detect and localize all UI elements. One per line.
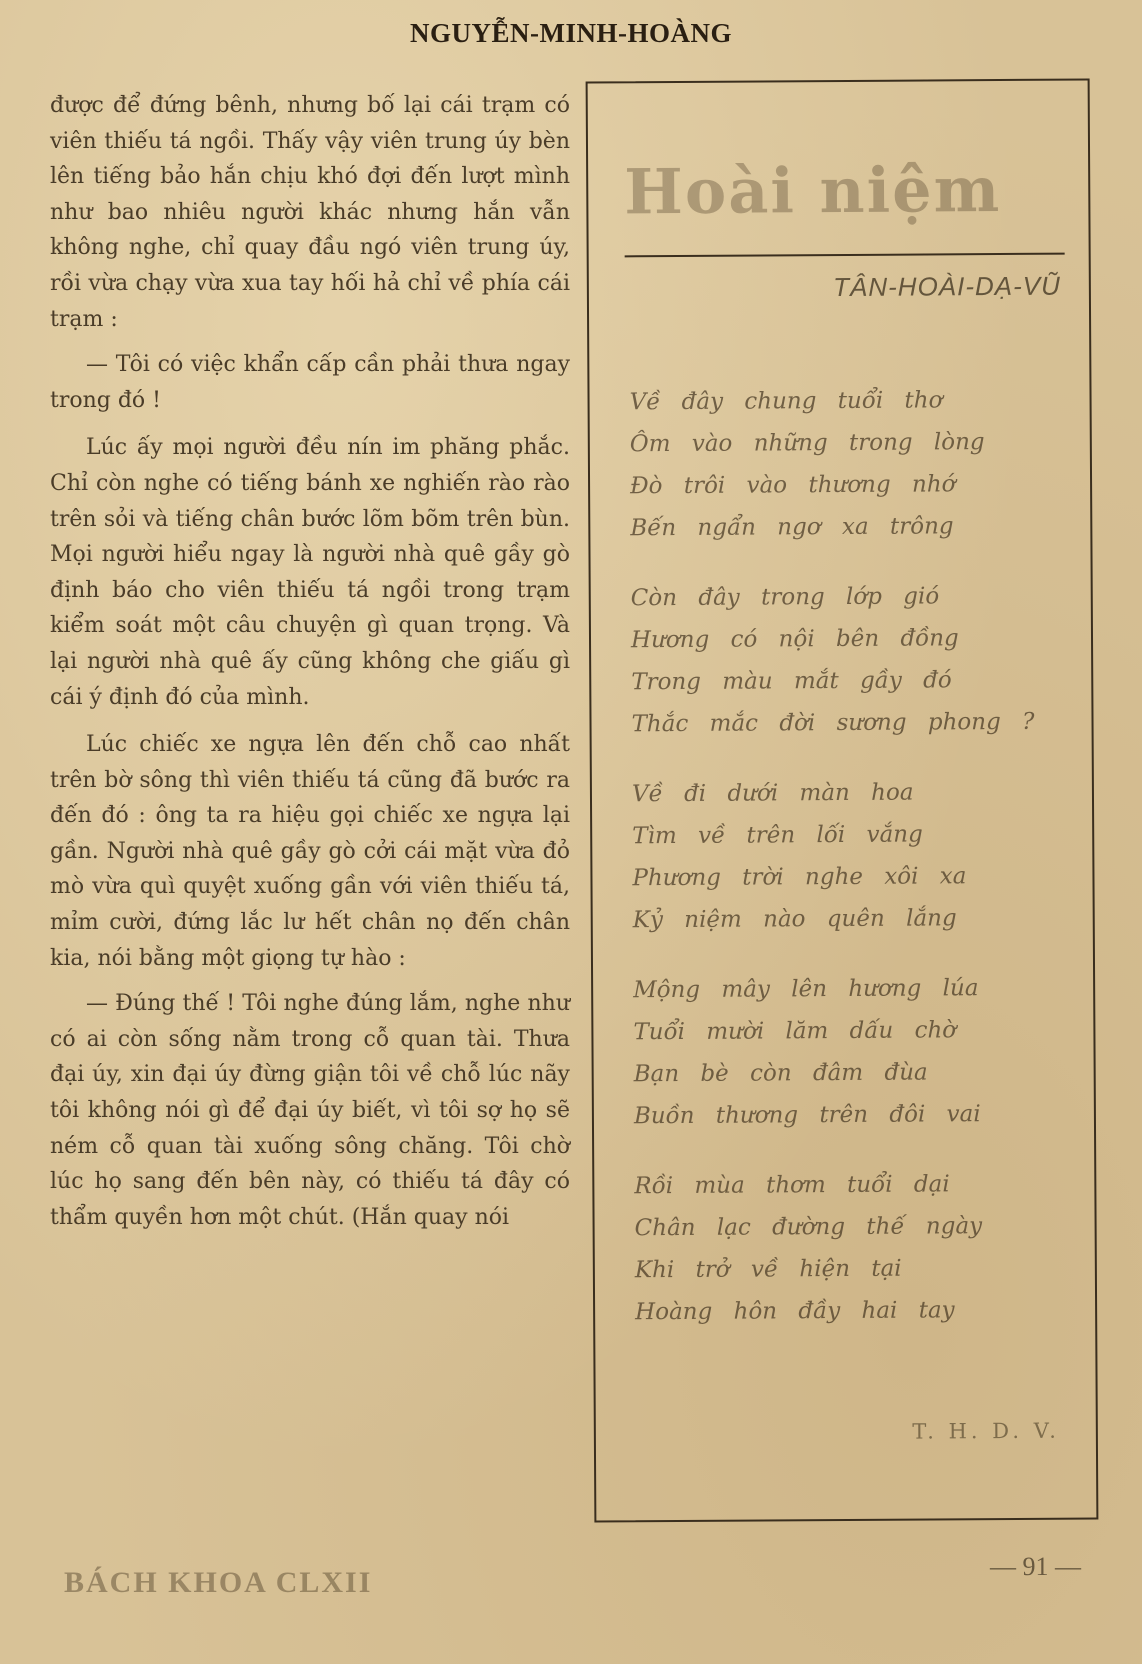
poem-line: Tìm về trên lối vắng <box>632 821 923 850</box>
story-paragraph: Lúc ấy mọi người đều nín im phăng phắc. Chỉ còn nghe có tiếng bánh xe nghiến rào rào trên sỏi và tiếng chân bước lõm bõm trên bùn. Mọi người hiểu ngay là người nhà quê gầy gò định báo cho viên thiếu tá ngồi trong trạm kiểm soát một câu chuyện gì quan trọng. Và lại người nhà quê ấy cũng không che giấu gì cái ý định đó của mình. <box>50 435 570 710</box>
poem-line: Bạn bè còn đâm đùa <box>633 1059 928 1088</box>
page-number: — 91 — <box>990 1552 1081 1581</box>
running-head-author: NGUYỄN-MINH-HOÀNG <box>410 18 732 48</box>
story-paragraph: Lúc chiếc xe ngựa lên đến chỗ cao nhất trên bờ sông thì viên thiếu tá cũng đã bước ra đến đó : ông ta ra hiệu gọi chiếc xe ngựa lại gần. Người nhà quê gầy gò cởi cái mặt vừa đỏ mò vừa quì quyệt xuống gần với viên thiếu tá, mỉm cười, đứng lắc lư hết chân nọ đến chân kia, nói bằng một giọng tự hào : <box>50 732 570 971</box>
poem-line: Khi trở về hiện tại <box>634 1255 902 1284</box>
story-paragraph: được để đứng bênh, nhưng bố lại cái trạm có viên thiếu tá ngồi. Thấy vậy viên trung úy bèn lên tiếng bảo hắn chịu khó đợi đến lượt mình như bao nhiêu người khác nhưng hắn vẫn không nghe, chỉ quay đầu ngó viên trung úy, rồi vừa chạy vừa xua tay hối hả chỉ về phía cái trạm : <box>50 93 570 332</box>
poem-line: Phương trời nghe xôi xa <box>632 863 967 892</box>
story-column <box>50 88 570 1235</box>
story-dialog: — Tôi có việc khẩn cấp cần phải thưa ngay trong đó ! <box>50 352 570 413</box>
poem-line: Về đây chung tuổi thơ <box>629 387 943 416</box>
poem-line: Hoàng hôn đầy hai tay <box>635 1297 955 1326</box>
poem-stanza <box>631 575 1062 746</box>
poem-line: Chân lạc đường thế ngày <box>634 1213 983 1242</box>
poem-line: Về đi dưới màn hoa <box>631 779 914 808</box>
poem-line: Trong màu mắt gầy đó <box>631 667 952 696</box>
poem-title: Hoài niệm <box>624 153 1002 229</box>
poem-line: Hương có nội bên đồng <box>630 625 959 654</box>
poem-author: TÂN-HOÀI-DẠ-VŨ <box>832 270 1061 303</box>
poem-line: Còn đây trong lớp gió <box>630 583 940 612</box>
poem-line: Bến ngẩn ngơ xa trông <box>630 513 954 542</box>
poem-box <box>586 78 1099 1522</box>
poem-line: Đò trôi vào thương nhớ <box>629 471 956 500</box>
journal-name: BÁCH KHOA CLXII <box>64 1566 373 1599</box>
poem-stanzas <box>629 379 1065 1362</box>
poem-line: Ôm vào những trong lòng <box>629 429 985 458</box>
poem-stanza <box>629 379 1060 550</box>
story-dialog: — Đúng thế ! Tôi nghe đúng lắm, nghe như có ai còn sống nằm trong cỗ quan tài. Thưa đại úy, xin đại úy đừng giận tôi về chỗ lúc nãy tôi không nói gì để đại úy biết, vì tôi sợ họ sẽ ném cỗ quan tài xuống sông chăng. Tôi chờ lúc họ sang đến bên này, có thiếu tá đây có thẩm quyền hơn một chút. (Hắn quay nói <box>50 991 570 1230</box>
poem-line: Kỷ niệm nào quên lắng <box>632 905 957 934</box>
poem-line: Mộng mây lên hương lúa <box>633 975 979 1004</box>
poem-line: Thắc mắc đời sương phong ? <box>631 708 1035 738</box>
poem-stanza <box>633 967 1064 1138</box>
title-divider <box>625 253 1065 258</box>
poem-stanza <box>634 1163 1065 1334</box>
poem-line: Buồn thương trên đôi vai <box>633 1101 981 1130</box>
poem-signature: T. H. D. V. <box>912 1418 1060 1444</box>
poem-line: Tuổi mười lăm dấu chờ <box>633 1017 957 1046</box>
poem-line: Rồi mùa thơm tuổi dại <box>634 1171 950 1200</box>
poem-stanza <box>632 771 1063 942</box>
